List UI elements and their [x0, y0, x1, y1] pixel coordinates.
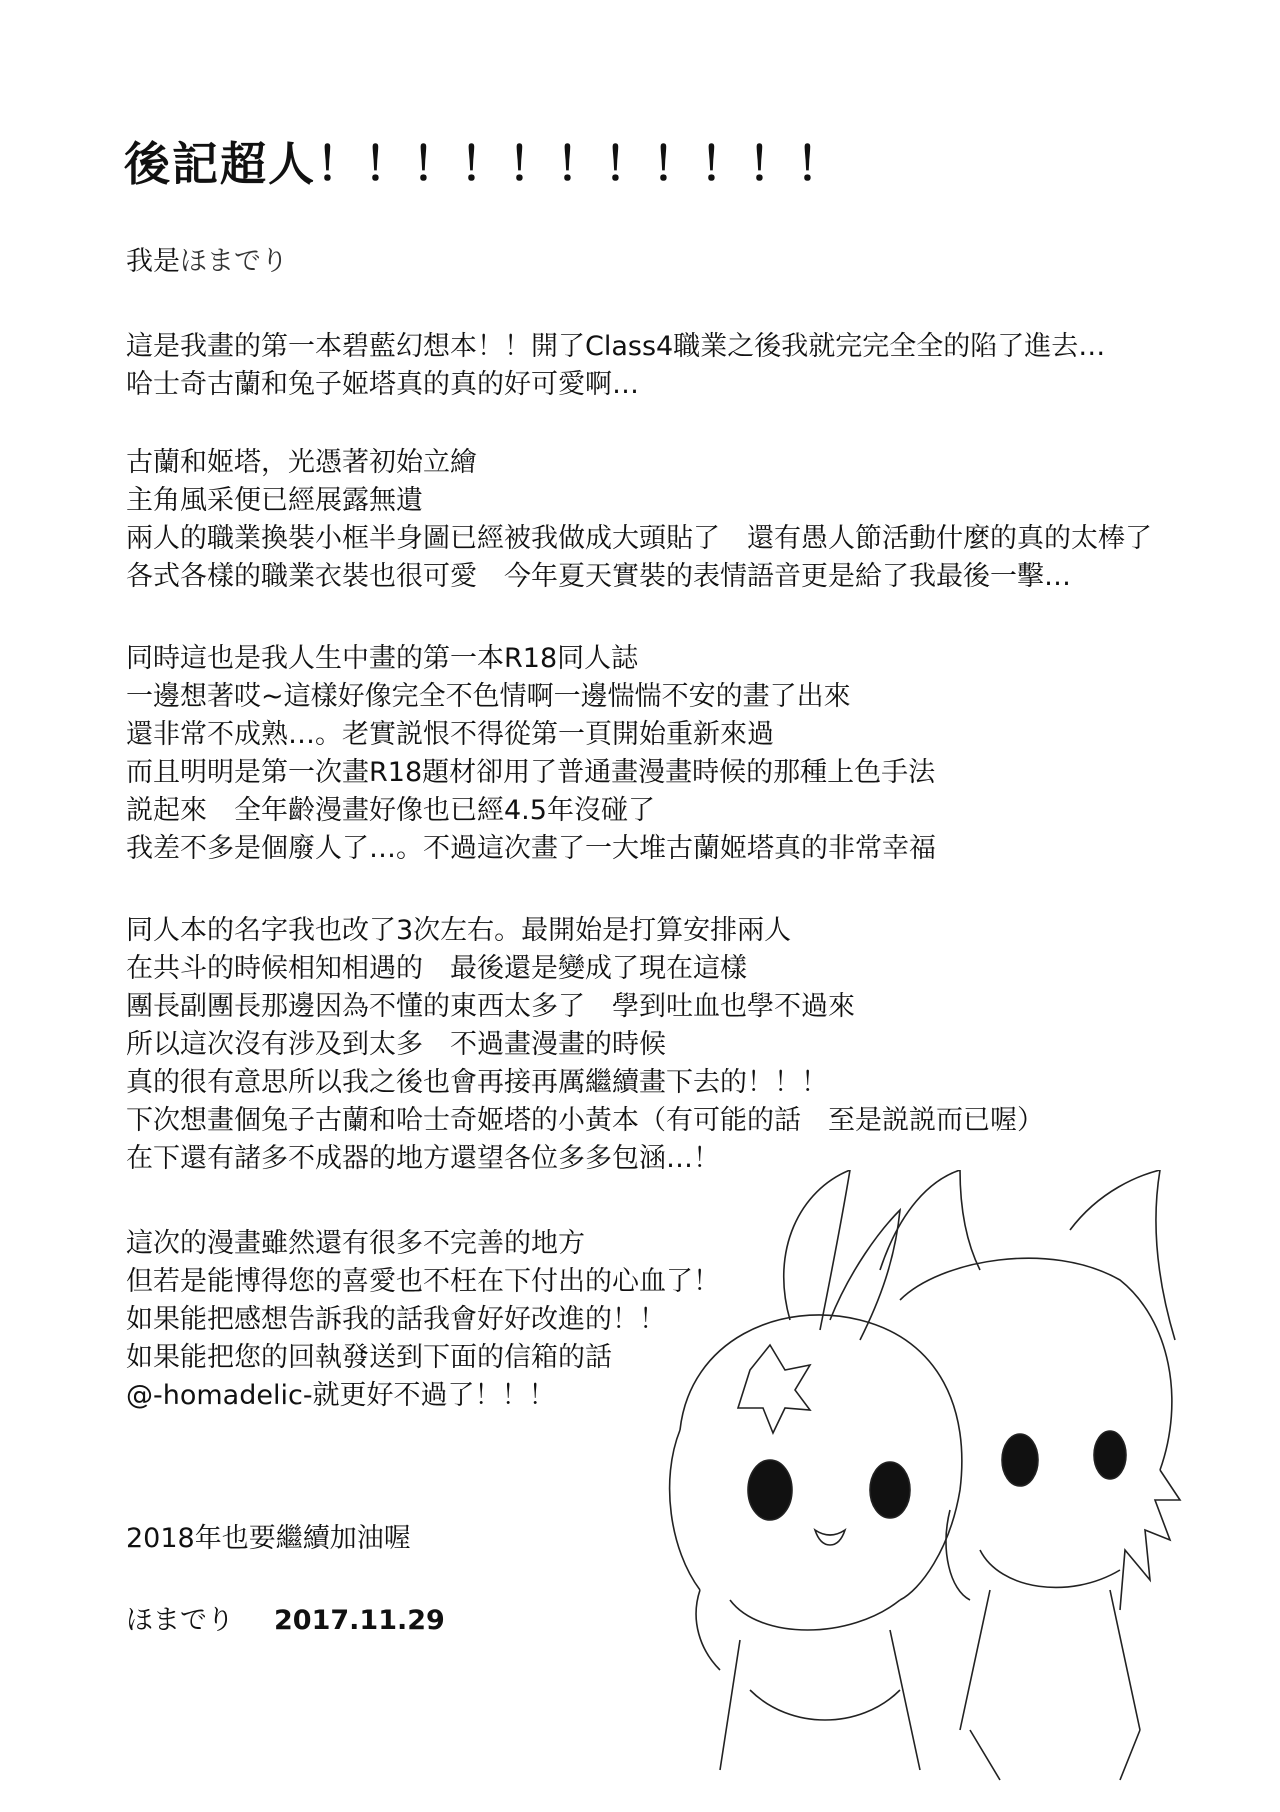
paragraph-3-line: 同時這也是我人生中畫的第一本R18同人誌 — [126, 643, 639, 674]
paragraph-3-line: 我差不多是個廢人了…。不過這次畫了一大堆古蘭姬塔真的非常幸福 — [126, 833, 936, 864]
paragraph-2-line: 兩人的職業換裝小框半身圖已經被我做成大頭貼了 還有愚人節活動什麼的真的太棒了 — [126, 523, 1152, 554]
paragraph-5-line: 這次的漫畫雖然還有很多不完善的地方 — [126, 1228, 585, 1259]
paragraph-4-line: 同人本的名字我也改了3次左右。最開始是打算安排兩人 — [126, 915, 792, 946]
signature-name: ほまでり — [126, 1605, 234, 1636]
paragraph-1-line: 這是我畫的第一本碧藍幻想本！！開了Class4職業之後我就完完全全的陷了進去… — [126, 331, 1106, 362]
paragraph-5-line: 但若是能博得您的喜愛也不枉在下付出的心血了！ — [126, 1266, 720, 1297]
paragraph-4-line: 團長副團長那邊因為不懂的東西太多了 學到吐血也學不過來 — [126, 991, 855, 1022]
paragraph-3-line: 還非常不成熟…。老實説恨不得從第一頁開始重新來過 — [126, 719, 774, 750]
paragraph-4-line: 所以這次沒有涉及到太多 不過畫漫畫的時候 — [126, 1029, 666, 1060]
paragraph-3-line: 説起來 全年齡漫畫好像也已經4.5年沒碰了 — [126, 795, 655, 826]
paragraph-4-line: 真的很有意思所以我之後也會再接再厲繼續畫下去的！！！ — [126, 1067, 828, 1098]
page-title: 後記超人！！！！！！！！！！！ — [124, 137, 844, 191]
paragraph-2-line: 各式各樣的職業衣裝也很可愛 今年夏天實裝的表情語音更是給了我最後一擊… — [126, 561, 1071, 592]
signature-date: 2017.11.29 — [274, 1605, 445, 1636]
intro-prefix: 我是 — [126, 246, 180, 277]
closing-line: 2018年也要繼續加油喔 — [126, 1523, 411, 1554]
paragraph-2-line: 古蘭和姬塔，光憑著初始立繪 — [126, 447, 477, 478]
paragraph-3-line: 而且明明是第一次畫R18題材卻用了普通畫漫畫時候的那種上色手法 — [126, 757, 936, 788]
paragraph-1-line: 哈士奇古蘭和兔子姬塔真的真的好可愛啊… — [126, 369, 639, 400]
paragraph-3-line: 一邊想著哎~這樣好像完全不色情啊一邊惴惴不安的畫了出來 — [126, 681, 851, 712]
author-name: ほまでり — [180, 246, 288, 277]
paragraph-4-line: 在共斗的時候相知相遇的 最後還是變成了現在這樣 — [126, 953, 747, 984]
paragraph-5-line: @-homadelic-就更好不過了！！！ — [126, 1380, 556, 1411]
paragraph-5-line: 如果能把您的回執發送到下面的信箱的話 — [126, 1342, 612, 1373]
signature — [126, 1605, 445, 1637]
paragraph-2-line: 主角風采便已經展露無遺 — [126, 485, 423, 516]
paragraph-4-line: 下次想畫個兔子古蘭和哈士奇姬塔的小黃本（有可能的話 至是説説而已喔） — [126, 1105, 1044, 1136]
intro-line — [126, 246, 288, 278]
paragraph-5-line: 如果能把感想告訴我的話我會好好改進的！！ — [126, 1304, 666, 1335]
chibi-illustration — [600, 1170, 1190, 1790]
paragraph-4-line: 在下還有諸多不成器的地方還望各位多多包涵…！ — [126, 1143, 720, 1174]
